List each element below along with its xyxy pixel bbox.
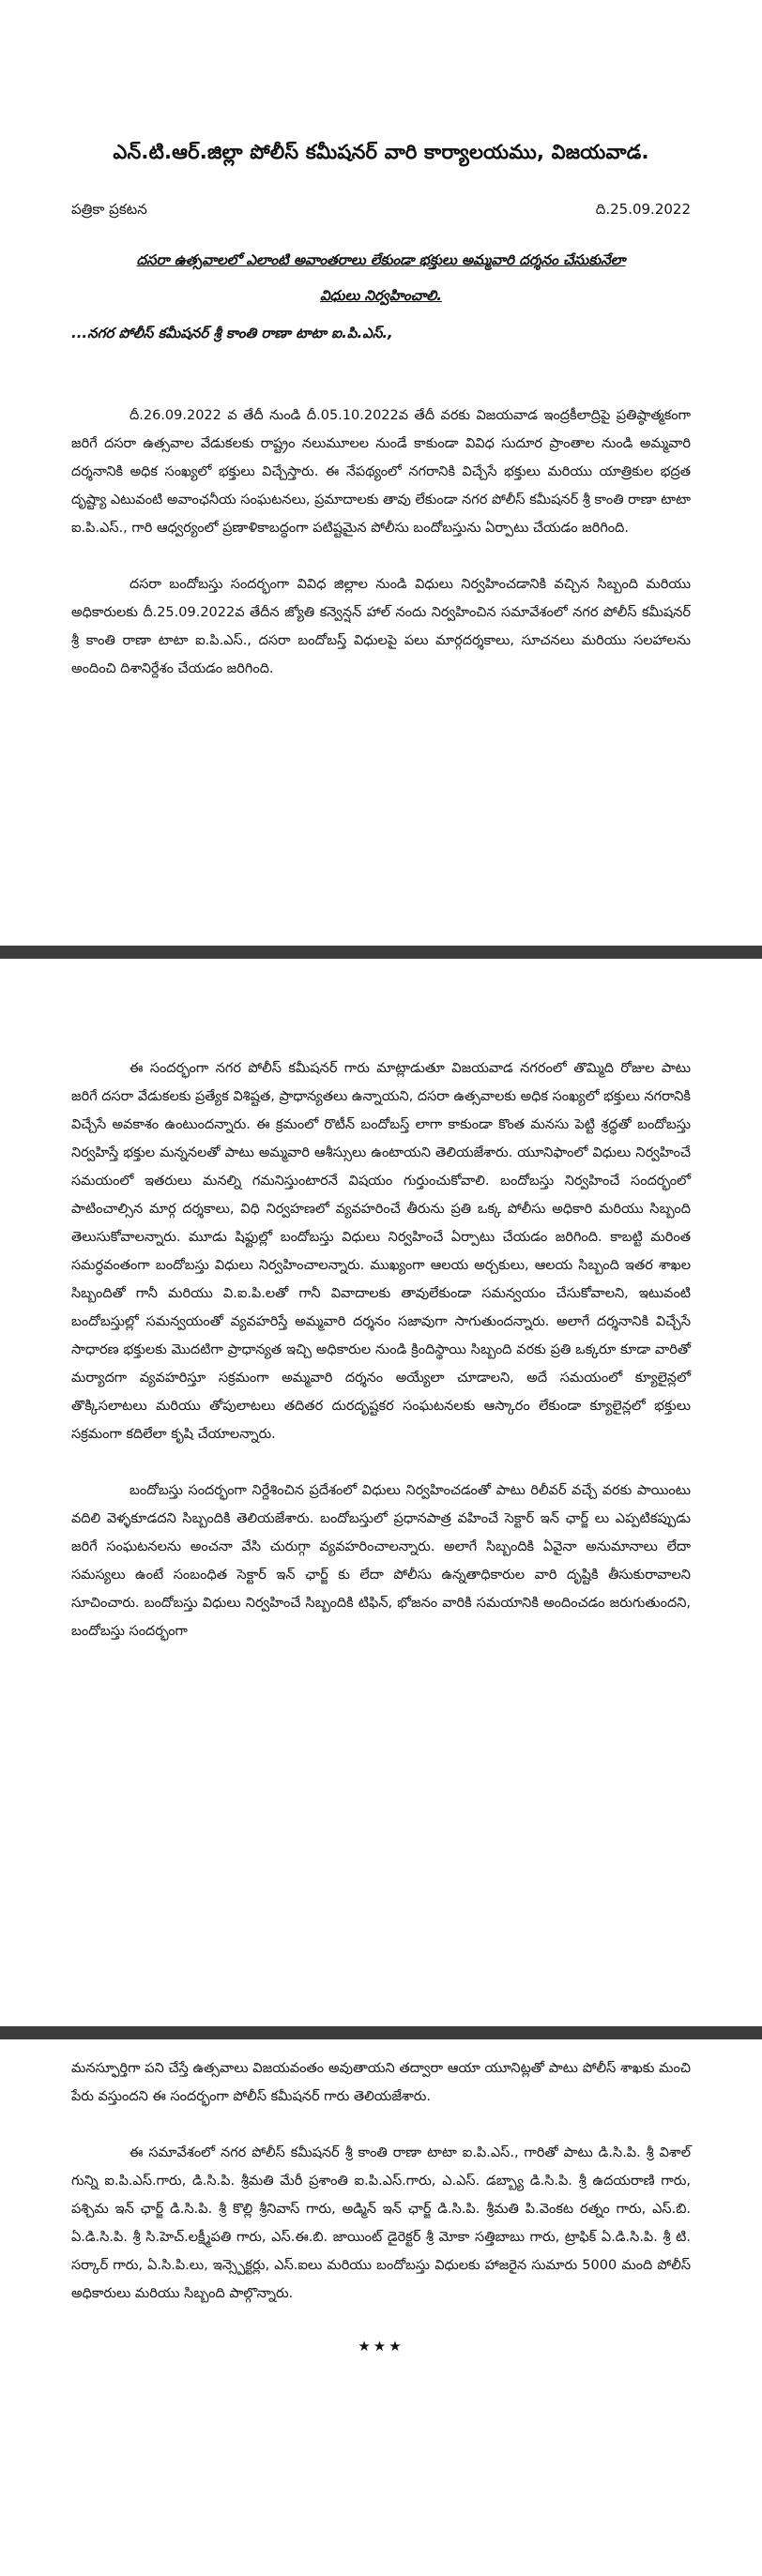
subject-line-2: విధులు నిర్వహించాలి.	[320, 287, 442, 304]
paragraph-6: ఈ సమావేశంలో నగర పోలీస్ కమీషనర్ శ్రీ కాంతి రాణా టాటా ఐ.పి.ఎస్., గారితో పాటు డి.సి.పి. శ్రీ విశాల్ గున్ని ఐ.పి.ఎస్.గారు, డి.సి.పి. శ్రీమతి మేరీ ప్రశాంతి ఐ.పి.ఎస్.గారు, ఎ.ఎస్. డబ్బ్యా డి.సి.పి. శ్రీ ఉదయరాణి గారు, పశ్చిమ ఇన్ ఛార్జ్ డి.సి.పి. శ్రీ కొల్లి శ్రీనివాస్ గారు, అడ్మిన్ ఇన్ ఛార్జ్ డి.సి.పి. శ్రీమతి పి.వెంకట రత్నం గారు, ఎస్.బి. ఏ.డి.సి.పి. శ్రీ సి.హెచ్.లక్ష్మీపతి గారు, ఎస్.ఈ.బి. జాయింట్ డైరెక్టర్ శ్రీ మోకా సత్తిబాబు గారు, ట్రాఫిక్ ఏ.డి.సి.పి. శ్రీ టి. సర్కార్ గారు, ఏ.సి.పి.లు, ఇన్స్పెక్టర్లు, ఎస్.ఐలు మరియు బందోబస్తు విధులకు హాజరైన సుమారు 5000 మంది పోలీస్ అధికారులు మరియు సిబ్బంది పాల్గొన్నారు.	[71, 2145, 691, 2301]
subject-line-1: దసరా ఉత్సవాలలో ఎలాంటి అవాంతరాలు లేకుండా భక్తులు అమ్మవారి దర్శనం చేసుకునేలా	[136, 251, 626, 268]
paragraph-2: దసరా బందోబస్తు సందర్భంగా వివిధ జిల్లాల నుండి విధులు నిర్వహించడానికి వచ్చిన సిబ్బంది మరియు అధికారులకు దీ.25.09.2022వ తేదీన జ్యోతి కన్వెన్షన్ హాల్ నందు నిర్వహించిన సమావేశంలో నగర పోలీస్ కమీషనర్ శ్రీ కాంతి రాణా టాటా ఐ.పి.ఎస్., దసరా బందోబస్త్ విధులపై పలు మార్గదర్శకాలు, సూచనలు మరియు సలహాలను అందించి దిశానిర్దేశం చేయడం జరిగింది.	[71, 577, 691, 676]
document-page-1	[0, 0, 762, 946]
document-page-2	[0, 959, 762, 2026]
page-separator	[0, 2026, 762, 2039]
page-separator	[0, 946, 762, 959]
office-heading: ఎన్.టి.ఆర్.జిల్లా పోలీస్ కమీషనర్ వారి కార్యాలయము, విజయవాడ.	[113, 141, 649, 163]
paragraph-1: దీ.26.09.2022 వ తేదీ నుండి దీ.05.10.2022వ తేదీ వరకు విజయవాడ ఇంద్రకీలాద్రిపై ప్రతిష్ఠాత్మకంగా జరిగే దసరా ఉత్సవాల వేడుకలకు రాష్ట్రం నలుమూలల నుండే కాకుండా వివిధ సుదూర ప్రాంతాల నుండి అమ్మవారి దర్శనానికి అధిక సంఖ్యలో భక్తులు విచ్చేస్తారు. ఈ నేపథ్యంలో నగరానికి విచ్చేసే భక్తులు మరియు యాత్రికుల భద్రత దృష్ట్యా ఎటువంటి అవాంఛనీయ సంఘటనలు, ప్రమాదాలకు తావు లేకుండా నగర పోలీస్ కమీషనర్ శ్రీ కాంతి రాణా టాటా ఐ.పి.ఎస్., గారి ఆధ్వర్యంలో ప్రణాళికాబద్ధంగా పటిష్టమైన పోలీసు బందోబస్తును ఏర్పాటు చేయడం జరిగింది.	[71, 408, 691, 536]
press-release-label: పత్రికా ప్రకటన	[71, 201, 147, 218]
paragraph-4: బందోబస్తు సందర్భంగా నిర్దేశించిన ప్రదేశంలో విధులు నిర్వహించడంతో పాటు రిలీవర్ వచ్చే వరకు పాయింటు వదిలి వెళ్ళకూడదని సిబ్బందికి తెలియజేశారు. బందోబస్తులో ప్రధానపాత్ర వహించే సెక్టార్ ఇన్ ఛార్జ్ లు ఎప్పటికప్పుడు జరిగే సంఘటనలను అంచనా వేసి చురుగ్గా వ్యవహరించాలన్నారు. అలాగే సిబ్బందికి ఏవైనా అనుమానాలు లేదా సమస్యలు ఉంటే సంబంధిత సెక్టార్ ఇన్ ఛార్జ్ కు లేదా పోలీసు ఉన్నతాధికారుల వారి దృష్టికి తీసుకురావాలని సూచించారు. బందోబస్తు విధులు నిర్వహించే సిబ్బందికి టిఫిన్, భోజనం వారికి సమయానికి అందించడం జరుగుతుందని, బందోబస్తు సందర్భంగా	[71, 1483, 691, 1639]
document-page-3	[0, 2039, 762, 2576]
subject-block	[71, 242, 691, 313]
paragraph-3: ఈ సందర్భంగా నగర పోలీస్ కమీషనర్ గారు మాట్లాడుతూ విజయవాడ నగరంలో తొమ్మిది రోజుల పాటు జరిగే దసరా వేడుకలకు ప్రత్యేక విశిష్టత, ప్రాధాన్యతలు ఉన్నాయని, దసరా ఉత్సవాలకు అధిక సంఖ్యలో భక్తులు నగరానికి విచ్చేసే అవకాశం ఉంటుందన్నారు. ఈ క్రమంలో రొటీన్ బందోబస్త్ లాగా కాకుండా కొంత మనసు పెట్టి శ్రద్ధతో బందోబస్తు నిర్వహిస్తే భక్తుల మన్ననలతో పాటు అమ్మవారి ఆశీస్సులు ఉంటాయని తెలియజేశారు. యూనిఫాంలో విధులు నిర్వహించే సమయంలో ఇతరులు మనల్ని గమనిస్తుంటారనే విషయం గుర్తుంచుకోవాలి. బందోబస్తు నిర్వహించే సందర్భంలో పాటించాల్సిన మార్గ దర్శకాలు, విధి నిర్వహణలో వ్యవహరించే తీరును ప్రతి ఒక్క పోలీసు అధికారి మరియు సిబ్బంది తెలుసుకోవాలన్నారు. మూడు షిఫ్టుల్లో బందోబస్తు విధులు నిర్వహించే ఏర్పాటు చేయడం జరిగింది. కాబట్టి మరింత సమర్ధవంతంగా బందోబస్తు విధులు నిర్వహించాలన్నారు. ముఖ్యంగా ఆలయ అర్చకులు, ఆలయ సిబ్బంది ఇతర శాఖల సిబ్బందితో గానీ మరియు వి.ఐ.పి.లతో గానీ వివాదాలకు తావులేకుండా సమన్వయం చేసుకోవాలని, ఇటువంటి బందోబస్తుల్లో సమన్వయంతో వ్యవహరిస్తే అమ్మవారి దర్శనం సజావుగా సాగుతుందన్నారు. అలాగే దర్శనానికి విచ్చేసే సాధారణ భక్తులకు మొదటిగా ప్రాధాన్యత ఇచ్చి అధికారుల నుండి క్రిందిస్థాయి సిబ్బంది వరకు ప్రతి ఒక్కరూ కూడా వారితో మర్యాదగా వ్యవహరిస్తూ సక్రమంగా అమ్మవారి దర్శనం అయ్యేలా చూడాలని, అదే సమయంలో క్యూలైన్లలో తొక్కిసలాటలు మరియు తోపులాటలు తదితర దురదృష్టకర సంఘటనలకు ఆస్కారం లేకుండా క్యూలైన్లలో భక్తులు సక్రమంగా కదిలేలా కృషి చేయాలన్నారు.	[71, 1061, 691, 1442]
meta-row	[71, 201, 691, 221]
end-mark: ★★★	[358, 2338, 404, 2355]
paragraph-5: మనస్ఫూర్తిగా పని చేస్తే ఉత్సవాలు విజయవంతం అవుతాయని తద్వారా ఆయా యూనిట్లతో పాటు పోలీస్ శాఖకు మంచి పేరు వస్తుందని ఈ సందర్భంగా పోలీస్ కమీషనర్ గారు తెలియజేశారు.	[71, 2061, 691, 2104]
release-date: ది.25.09.2022	[595, 201, 691, 218]
byline: ...నగర పోలీస్ కమీషనర్ శ్రీ కాంతి రాణా టాటా ఐ.పి.ఎస్.,	[71, 325, 393, 341]
